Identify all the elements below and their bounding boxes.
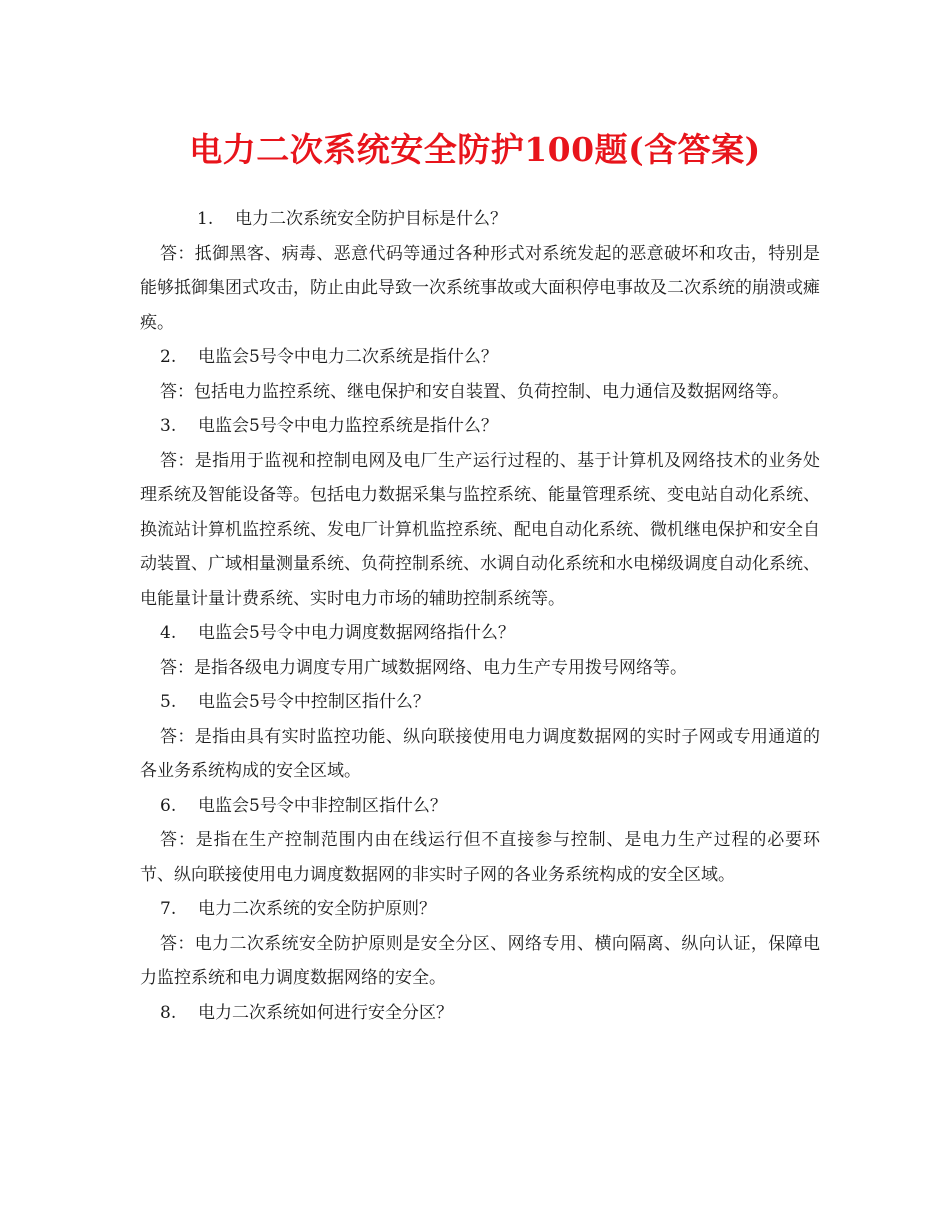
answer-text: 答：是指各级电力调度专用广域数据网络、电力生产专用拨号网络等。	[160, 657, 687, 678]
question	[140, 409, 820, 444]
question-text: 电力二次系统安全防护目标是什么？	[235, 209, 507, 229]
question-text: 电监会5号令中电力监控系统是指什么？	[198, 416, 498, 436]
question	[140, 202, 820, 237]
qa-list	[140, 202, 820, 1030]
question-number: 2.	[160, 347, 177, 367]
question	[140, 996, 820, 1031]
question-number: 5.	[160, 692, 177, 712]
question	[140, 789, 820, 824]
question-number: 1.	[197, 209, 214, 229]
question-number: 8.	[160, 1002, 177, 1023]
question	[140, 340, 820, 375]
question-text: 电监会5号令中非控制区指什么？	[198, 795, 447, 816]
question-text: 电监会5号令中电力调度数据网络指什么？	[198, 623, 515, 643]
question-text: 电监会5号令中电力二次系统是指什么？	[198, 347, 498, 367]
question-text: 电监会5号令中控制区指什么？	[198, 692, 430, 712]
qa-item-8	[140, 996, 820, 1031]
document-title: 电力二次系统安全防护100题(含答案)	[189, 130, 761, 169]
answer-text: 答：是指用于监视和控制电网及电厂生产运行过程的、基于计算机及网络技术的业务处理系统及智能设备等。包括电力数据采集与监控系统、能量管理系统、变电站自动化系统、换流站计算机监控系统、发电厂计算机监控系统、配电自动化系统、微机继电保护和安全自动装置、广域相量测量系统、负荷控制系统、水调自动化系统和水电梯级调度自动化系统、电能量计量计费系统、实时电力市场的辅助控制系统等。	[140, 450, 820, 609]
qa-item-3	[140, 409, 820, 616]
question	[140, 892, 820, 927]
answer-text: 答：电力二次系统安全防护原则是安全分区、网络专用、横向隔离、纵向认证，保障电力监控系统和电力调度数据网络的安全。	[140, 933, 820, 988]
qa-item-5	[140, 685, 820, 789]
qa-item-6	[140, 789, 820, 893]
answer-text: 答：是指由具有实时监控功能、纵向联接使用电力调度数据网的实时子网或专用通道的各业务系统构成的安全区域。	[140, 726, 820, 781]
qa-item-2	[140, 340, 820, 409]
answer-text: 答：包括电力监控系统、继电保护和安自装置、负荷控制、电力通信及数据网络等。	[160, 381, 789, 402]
question	[140, 616, 820, 651]
qa-item-7	[140, 892, 820, 996]
question-text: 电力二次系统如何进行安全分区？	[198, 1002, 453, 1023]
question-text: 电力二次系统的安全防护原则？	[198, 899, 436, 919]
answer-text: 答：抵御黑客、病毒、恶意代码等通过各种形式对系统发起的恶意破坏和攻击，特别是能够抵御集团式攻击，防止由此导致一次系统事故或大面积停电事故及二次系统的崩溃或瘫痪。	[140, 243, 820, 333]
answer-text: 答：是指在生产控制范围内由在线运行但不直接参与控制、是电力生产过程的必要环节、纵向联接使用电力调度数据网的非实时子网的各业务系统构成的安全区域。	[140, 830, 820, 885]
question-number: 6.	[160, 795, 177, 816]
question-number: 3.	[160, 416, 177, 436]
qa-item-4	[140, 616, 820, 685]
question	[140, 685, 820, 720]
qa-item-1	[140, 202, 820, 340]
question-number: 4.	[160, 623, 177, 643]
question-number: 7.	[160, 899, 177, 919]
